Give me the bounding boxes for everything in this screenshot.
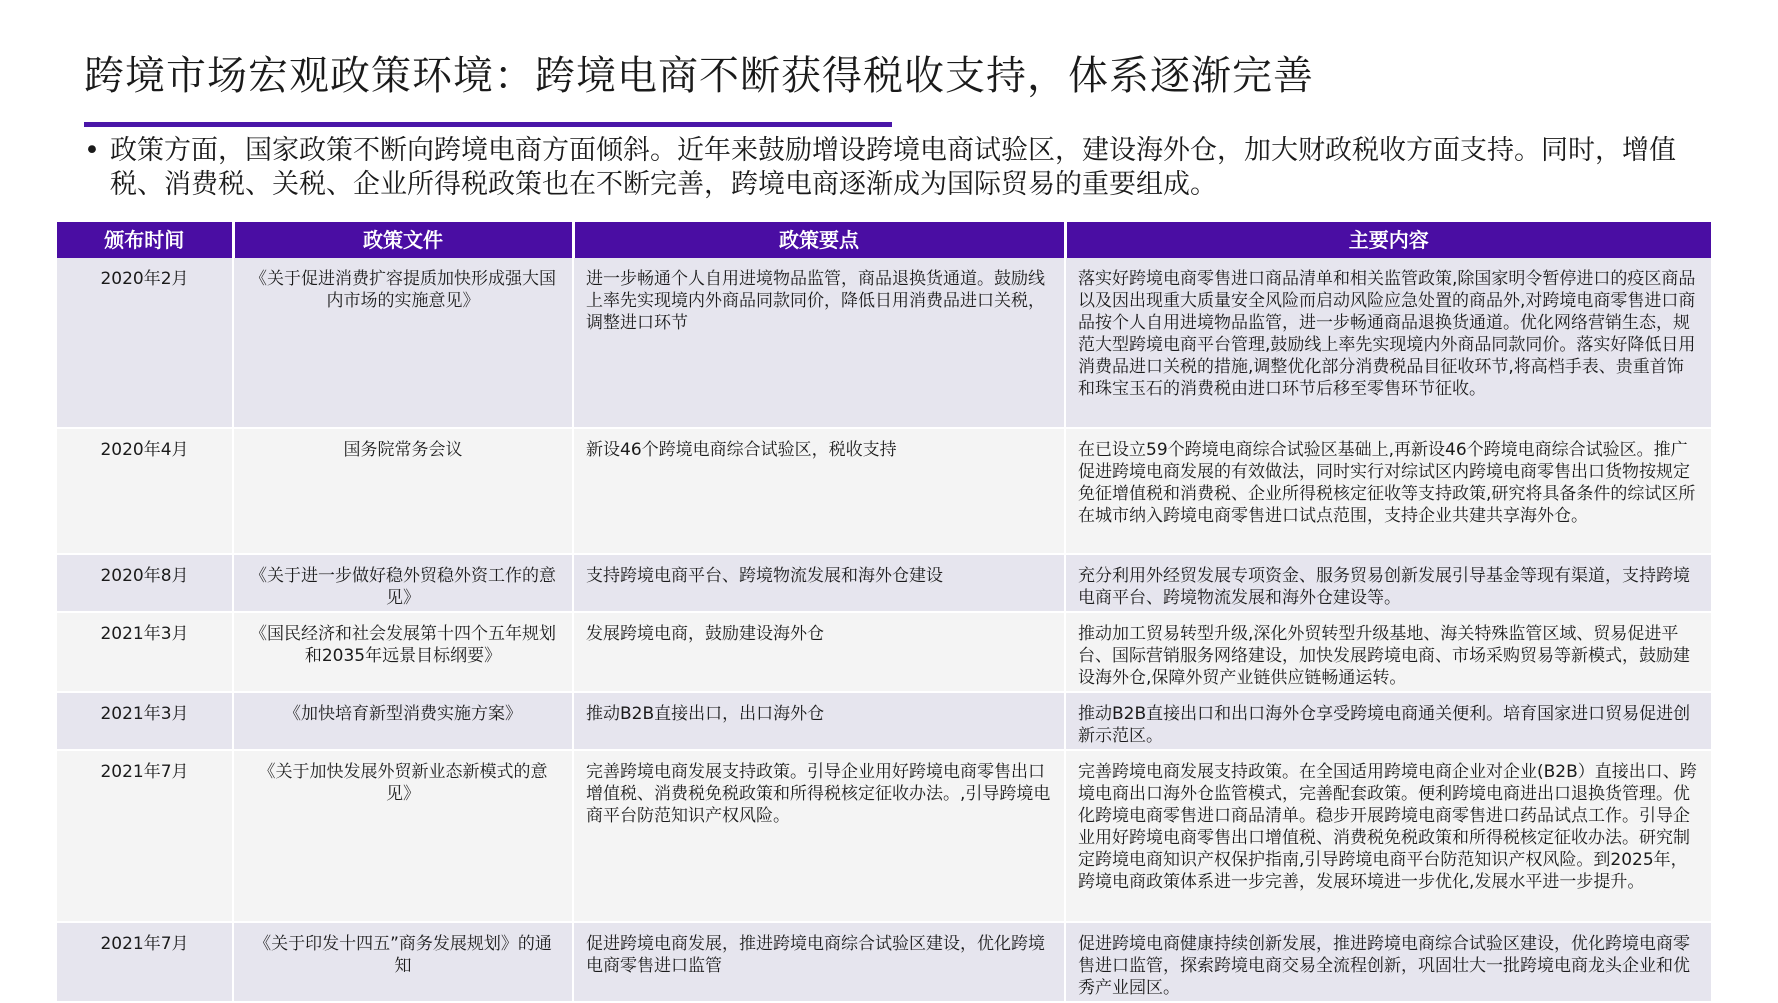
cell-key-points: 发展跨境电商，鼓励建设海外仓 xyxy=(573,612,1065,692)
cell-document: 《关于加快发展外贸新业态新模式的意见》 xyxy=(233,750,573,922)
cell-document: 《加快培育新型消费实施方案》 xyxy=(233,692,573,750)
cell-main-content: 落实好跨境电商零售进口商品清单和相关监管政策,除国家明令暂停进口的疫区商品以及因出现重大质量安全风险而启动风险应急处置的商品外,对跨境电商零售进口商品按个人自用进境物品监管，进一步畅通商品退换货通道。优化网络营销生态，规范大型跨境电商平台管理,鼓励线上率先实现境内外商品同款同价。落实好降低日用消费品进口关税的措施,调整优化部分消费税品目征收环节,将高档手表、贵重首饰和珠宝玉石的消费税由进口环节后移至零售环节征收。 xyxy=(1065,258,1711,428)
cell-document: 《关于促进消费扩容提质加快形成强大国内市场的实施意见》 xyxy=(233,258,573,428)
table-row xyxy=(57,428,1711,554)
title-underline xyxy=(84,122,892,127)
cell-document: 国务院常务会议 xyxy=(233,428,573,554)
policy-table xyxy=(57,222,1711,1003)
cell-main-content: 推动加工贸易转型升级,深化外贸转型升级基地、海关特殊监管区域、贸易促进平台、国际营销服务网络建设，加快发展跨境电商、市场采购贸易等新模式，鼓励建设海外仓,保障外贸产业链供应链畅通运转。 xyxy=(1065,612,1711,692)
cell-main-content: 充分利用外经贸发展专项资金、服务贸易创新发展引导基金等现有渠道，支持跨境电商平台、跨境物流发展和海外仓建设等。 xyxy=(1065,554,1711,612)
table-row xyxy=(57,692,1711,750)
cell-document: 《关于进一步做好稳外贸稳外资工作的意见》 xyxy=(233,554,573,612)
cell-document: 《国民经济和社会发展第十四个五年规划和2035年远景目标纲要》 xyxy=(233,612,573,692)
cell-date: 2021年3月 xyxy=(57,692,233,750)
header-main-content: 主要内容 xyxy=(1065,222,1711,258)
cell-date: 2020年8月 xyxy=(57,554,233,612)
cell-key-points: 完善跨境电商发展支持政策。引导企业用好跨境电商零售出口增值税、消费税免税政策和所得税核定征收办法。,引导跨境电商平台防范知识产权风险。 xyxy=(573,750,1065,922)
header-date: 颁布时间 xyxy=(57,222,233,258)
cell-date: 2020年2月 xyxy=(57,258,233,428)
cell-key-points: 新设46个跨境电商综合试验区，税收支持 xyxy=(573,428,1065,554)
cell-key-points: 支持跨境电商平台、跨境物流发展和海外仓建设 xyxy=(573,554,1065,612)
table-header-row xyxy=(57,222,1711,258)
intro-text: 政策方面，国家政策不断向跨境电商方面倾斜。近年来鼓励增设跨境电商试验区，建设海外仓，加大财政税收方面支持。同时，增值税、消费税、关税、企业所得税政策也在不断完善，跨境电商逐渐成为国际贸易的重要组成。 xyxy=(110,135,1676,200)
cell-key-points: 推动B2B直接出口，出口海外仓 xyxy=(573,692,1065,750)
cell-date: 2021年7月 xyxy=(57,750,233,922)
intro-paragraph xyxy=(84,134,1724,202)
header-document: 政策文件 xyxy=(233,222,573,258)
cell-key-points: 进一步畅通个人自用进境物品监管，商品退换货通道。鼓励线上率先实现境内外商品同款同价，降低日用消费品进口关税，调整进口环节 xyxy=(573,258,1065,428)
bullet-icon: • xyxy=(84,135,100,166)
table-row xyxy=(57,750,1711,922)
table-row xyxy=(57,554,1711,612)
cell-document: 《关于印发十四五”商务发展规划》的通知 xyxy=(233,922,573,1002)
table-row xyxy=(57,922,1711,1002)
table-row xyxy=(57,612,1711,692)
cell-date: 2021年7月 xyxy=(57,922,233,1002)
cell-main-content: 在已设立59个跨境电商综合试验区基础上,再新设46个跨境电商综合试验区。推广促进跨境电商发展的有效做法，同时实行对综试区内跨境电商零售出口货物按规定免征增值税和消费税、企业所得税核定征收等支持政策,研究将具备条件的综试区所在城市纳入跨境电商零售进口试点范围，支持企业共建共享海外仓。 xyxy=(1065,428,1711,554)
cell-main-content: 完善跨境电商发展支持政策。在全国适用跨境电商企业对企业(B2B）直接出口、跨境电商出口海外仓监管模式，完善配套政策。便利跨境电商进出口退换货管理。优化跨境电商零售进口商品清单。稳步开展跨境电商零售进口药品试点工作。引导企业用好跨境电商零售出口增值税、消费税免税政策和所得税核定征收办法。研究制定跨境电商知识产权保护指南,引导跨境电商平台防范知识产权风险。到2025年，跨境电商政策体系进一步完善，发展环境进一步优化,发展水平进一步提升。 xyxy=(1065,750,1711,922)
cell-key-points: 促进跨境电商发展，推进跨境电商综合试验区建设，优化跨境电商零售进口监管 xyxy=(573,922,1065,1002)
page-title: 跨境市场宏观政策环境：跨境电商不断获得税收支持，体系逐渐完善 xyxy=(84,53,1314,99)
cell-main-content: 推动B2B直接出口和出口海外仓享受跨境电商通关便利。培育国家进口贸易促进创新示范区。 xyxy=(1065,692,1711,750)
table-row xyxy=(57,258,1711,428)
cell-date: 2020年4月 xyxy=(57,428,233,554)
cell-main-content: 促进跨境电商健康持续创新发展，推进跨境电商综合试验区建设，优化跨境电商零售进口监管，探索跨境电商交易全流程创新，巩固壮大一批跨境电商龙头企业和优秀产业园区。 xyxy=(1065,922,1711,1002)
cell-date: 2021年3月 xyxy=(57,612,233,692)
header-key-points: 政策要点 xyxy=(573,222,1065,258)
